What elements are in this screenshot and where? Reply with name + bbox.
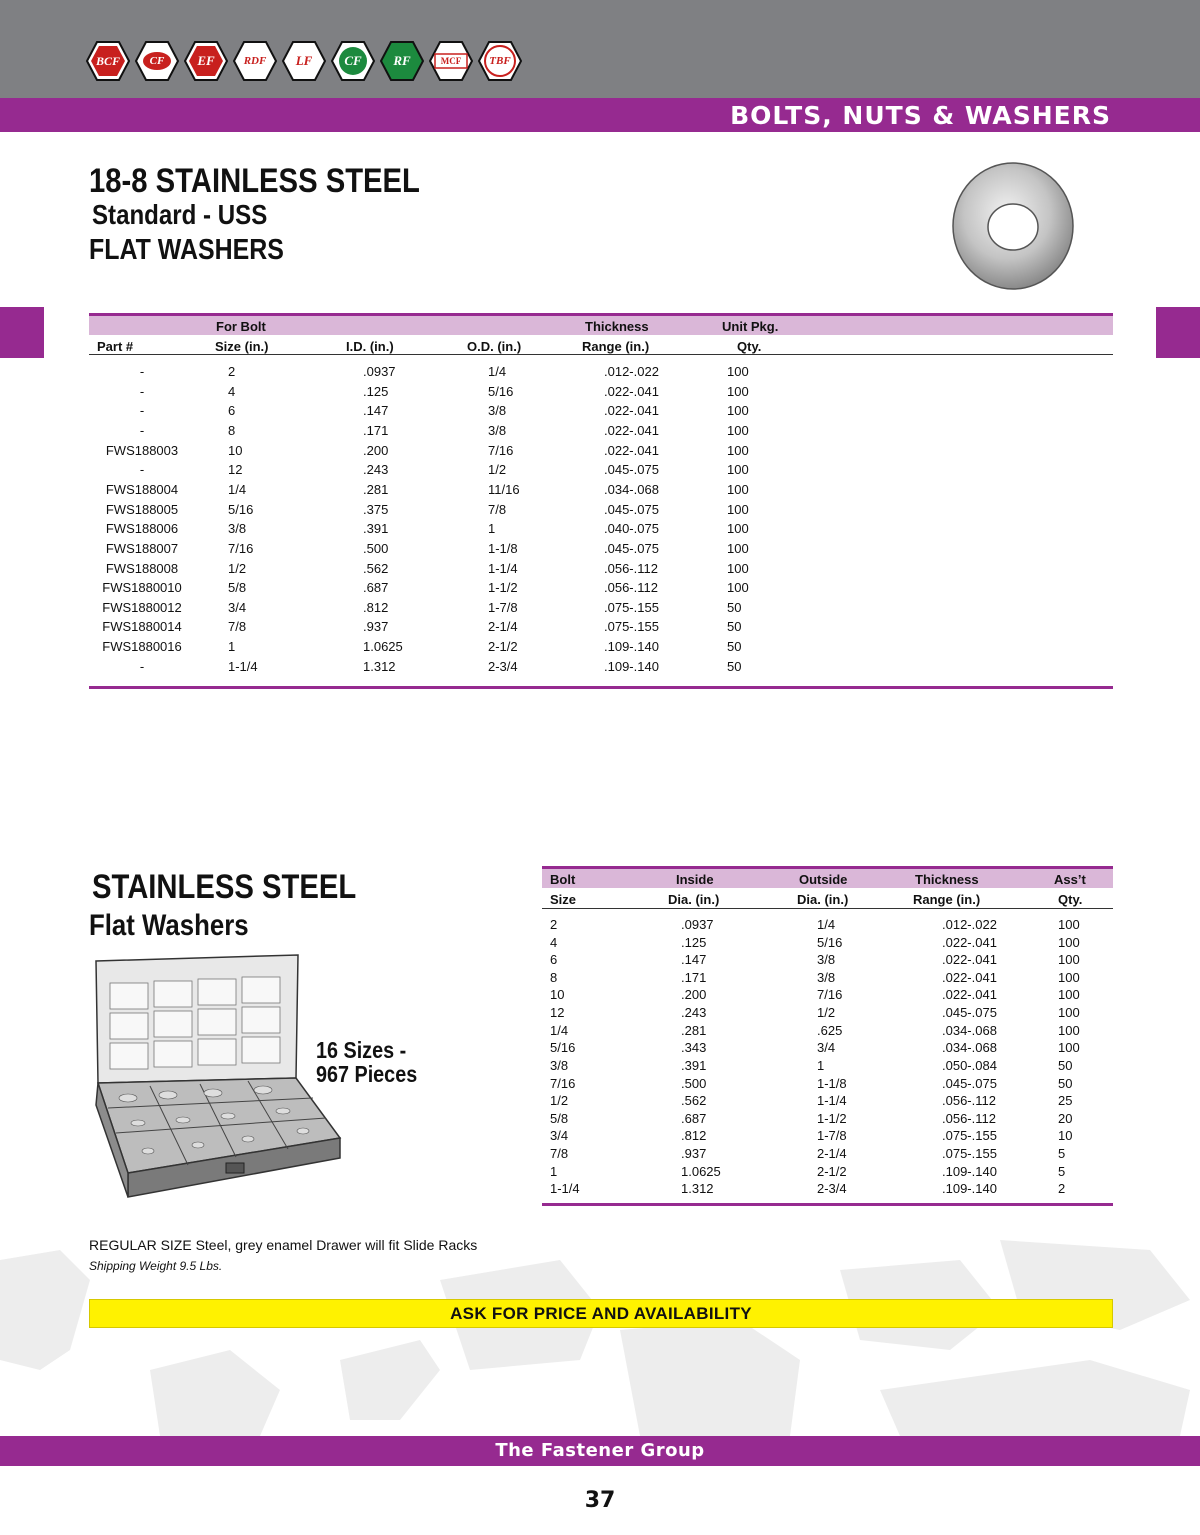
inside-diameter-cell: 1.0625	[681, 1163, 721, 1179]
bolt-size-cell: 8	[550, 969, 558, 985]
thickness-range-cell: .045-.075	[604, 501, 659, 517]
bcf-logo	[86, 40, 130, 82]
bolt-size-cell: 1-1/4	[550, 1181, 580, 1197]
part-number-cell: FWS1880014	[102, 619, 182, 635]
part-number-cell: -	[139, 422, 145, 438]
outside-diameter-cell: 1-7/8	[488, 599, 518, 615]
assortment-qty-cell: 2	[1058, 1181, 1066, 1197]
unit-qty-cell: 100	[727, 501, 749, 517]
inside-diameter-cell: .343	[681, 1040, 707, 1056]
section1-title: 18-8 STAINLESS STEEL	[89, 162, 420, 200]
lf-logo	[282, 40, 326, 82]
part-number-cell: -	[139, 364, 145, 379]
unit-qty-cell: 100	[727, 521, 749, 537]
outside-diameter-cell: 1	[817, 1057, 825, 1073]
inside-diameter-cell: .937	[363, 619, 389, 635]
part-number-cell: FWS188006	[105, 521, 179, 537]
page-number: 37	[584, 1488, 616, 1513]
thickness-range-cell: .022-.041	[942, 969, 997, 985]
table2-header-qty: Qty.	[1058, 892, 1083, 907]
table1-header-for-bolt: For Bolt	[216, 319, 266, 334]
right-page-tab	[1156, 307, 1200, 358]
outside-diameter-cell: 1-7/8	[817, 1128, 847, 1144]
thickness-range-cell: .022-.041	[942, 952, 997, 968]
bolt-size-cell: 2	[550, 917, 558, 932]
table1-header-part: Part #	[97, 339, 134, 354]
unit-qty-cell: 50	[727, 658, 742, 674]
unit-qty-cell: 100	[727, 462, 749, 478]
category-title: BOLTS, NUTS & WASHERS	[730, 101, 1111, 130]
inside-diameter-cell: .687	[363, 580, 389, 596]
outside-diameter-cell: 3/8	[488, 403, 507, 419]
unit-qty-cell: 100	[727, 403, 749, 419]
inside-diameter-cell: .0937	[681, 917, 714, 932]
thickness-range-cell: .022-.041	[942, 934, 997, 950]
inside-diameter-cell: .500	[363, 540, 389, 556]
thickness-range-cell: .075-.155	[604, 619, 659, 635]
unit-qty-cell: 100	[727, 383, 749, 399]
bolt-size-cell: 12	[228, 462, 243, 478]
table1-header-size: Size (in.)	[215, 339, 269, 354]
bolt-size-cell: 7/8	[228, 619, 247, 635]
assortment-qty-cell: 100	[1058, 969, 1080, 985]
inside-diameter-cell: .391	[363, 521, 389, 537]
mcf-logo	[429, 40, 473, 82]
thickness-range-cell: .022-.041	[942, 987, 997, 1003]
table2-header-thickness: Thickness	[915, 872, 979, 887]
assortment-qty-cell: 25	[1058, 1093, 1073, 1109]
assortment-qty-cell: 100	[1058, 987, 1080, 1003]
part-number-cell: -	[139, 383, 145, 399]
outside-diameter-cell: 3/8	[817, 952, 836, 968]
inside-diameter-cell: .243	[363, 462, 389, 478]
outside-diameter-cell: 5/16	[488, 383, 514, 399]
table2-header-outside-dia: Dia. (in.)	[797, 892, 849, 907]
outside-diameter-cell: 5/16	[817, 934, 843, 950]
bolt-size-cell: 4	[550, 934, 558, 950]
bolt-size-cell: 6	[550, 952, 558, 968]
outside-diameter-cell: 1-1/4	[488, 560, 518, 576]
bolt-size-cell: 1/4	[550, 1022, 569, 1038]
part-number-cell: -	[139, 462, 145, 478]
thickness-range-cell: .109-.140	[942, 1181, 997, 1197]
assortment-qty-cell: 100	[1058, 1022, 1080, 1038]
footer-banner	[0, 1436, 1200, 1466]
unit-qty-cell: 100	[727, 442, 749, 458]
washer-assortment-drawer-image	[88, 953, 346, 1201]
bolt-size-cell: 1/2	[228, 560, 247, 576]
part-number-cell: FWS1880010	[102, 580, 182, 596]
part-number-cell: -	[139, 658, 145, 674]
inside-diameter-cell: .147	[681, 952, 707, 968]
unit-qty-cell: 50	[727, 639, 742, 655]
outside-diameter-cell: 1	[488, 521, 496, 537]
cf-logo	[135, 40, 179, 82]
outside-diameter-cell: 3/8	[817, 969, 836, 985]
bolt-size-cell: 5/16	[228, 501, 254, 517]
inside-diameter-cell: .125	[681, 934, 707, 950]
assortment-qty-cell: 10	[1058, 1128, 1073, 1144]
inside-diameter-cell: .147	[363, 403, 389, 419]
assortment-qty-cell: 50	[1058, 1075, 1073, 1091]
unit-qty-cell: 50	[727, 619, 742, 635]
thickness-range-cell: .022-.041	[604, 383, 659, 399]
table2-bottom-rule	[542, 1203, 1113, 1206]
logo-label: MCF	[440, 56, 462, 66]
inside-diameter-cell: .243	[681, 1005, 707, 1021]
thickness-range-cell: .056-.112	[942, 1110, 996, 1126]
inside-diameter-cell: .812	[681, 1128, 707, 1144]
bolt-size-cell: 1/2	[550, 1093, 569, 1109]
table1-header-unit-pkg: Unit Pkg.	[722, 319, 779, 334]
inside-diameter-cell: .562	[681, 1093, 707, 1109]
table1-header-id: I.D. (in.)	[346, 339, 394, 354]
bolt-size-cell: 3/8	[228, 521, 247, 537]
table2-header-inside: Inside	[676, 872, 714, 887]
bolt-size-cell: 5/8	[228, 580, 247, 596]
outside-diameter-cell: 11/16	[488, 481, 520, 497]
outside-diameter-cell: 1-1/2	[488, 580, 518, 596]
thickness-range-cell: .045-.075	[604, 462, 659, 478]
inside-diameter-cell: .200	[681, 987, 707, 1003]
inside-diameter-cell: .687	[681, 1110, 707, 1126]
table2-header-asst: Ass’t	[1054, 872, 1086, 887]
bolt-size-cell: 10	[550, 987, 565, 1003]
logo-label: BCF	[95, 53, 120, 68]
outside-diameter-cell: 1-1/4	[817, 1093, 847, 1109]
category-banner	[0, 98, 1200, 132]
bolt-size-cell: 3/4	[228, 599, 247, 615]
thickness-range-cell: .056-.112	[942, 1093, 996, 1109]
outside-diameter-cell: 1/2	[488, 462, 507, 478]
part-number-cell: FWS188007	[105, 540, 179, 556]
thickness-range-cell: .022-.041	[604, 442, 659, 458]
inside-diameter-cell: .562	[363, 560, 389, 576]
part-number-cell: FWS188005	[105, 501, 179, 517]
outside-diameter-cell: 3/8	[488, 422, 507, 438]
assortment-qty-cell: 100	[1058, 917, 1080, 932]
tbf-logo	[478, 40, 522, 82]
part-number-cell: FWS188004	[105, 481, 179, 497]
ef-logo	[184, 40, 228, 82]
section2-subtitle: Flat Washers	[89, 909, 249, 942]
thickness-range-cell: .056-.112	[604, 580, 658, 596]
inside-diameter-cell: .200	[363, 442, 389, 458]
inside-diameter-cell: .125	[363, 383, 389, 399]
thickness-range-cell: .012-.022	[604, 364, 659, 379]
outside-diameter-cell: 2-3/4	[817, 1181, 847, 1197]
inside-diameter-cell: .171	[681, 969, 707, 985]
section1-subtitle: Standard - USS	[92, 199, 268, 230]
bolt-size-cell: 5/8	[550, 1110, 569, 1126]
bolt-size-cell: 1	[550, 1163, 558, 1179]
logo-label: RDF	[243, 55, 267, 67]
bolt-size-cell: 7/16	[228, 540, 254, 556]
table1-header-od: O.D. (in.)	[467, 339, 522, 354]
outside-diameter-cell: 1/4	[817, 917, 836, 932]
outside-diameter-cell: 2-3/4	[488, 658, 518, 674]
bolt-size-cell: 5/16	[550, 1040, 576, 1056]
inside-diameter-cell: .0937	[363, 364, 396, 379]
bolt-size-cell: 10	[228, 442, 243, 458]
flat-washer-image	[950, 160, 1076, 292]
bolt-size-cell: 7/8	[550, 1146, 569, 1162]
inside-diameter-cell: 1.312	[363, 658, 396, 674]
outside-diameter-cell: .625	[817, 1022, 843, 1038]
outside-diameter-cell: 1-1/8	[817, 1075, 847, 1091]
table2-header-inside-dia: Dia. (in.)	[668, 892, 720, 907]
assortment-qty-cell: 100	[1058, 1040, 1080, 1056]
thickness-range-cell: .034-.068	[942, 1040, 997, 1056]
price-availability-banner	[89, 1299, 1113, 1328]
part-number-cell: -	[139, 403, 145, 419]
table2-header-size: Size	[550, 892, 577, 907]
unit-qty-cell: 100	[727, 580, 749, 596]
thickness-range-cell: .056-.112	[604, 560, 658, 576]
logo-label: EF	[197, 53, 215, 68]
table2-header-outside: Outside	[799, 872, 848, 887]
section2-title: STAINLESS STEEL	[92, 868, 357, 906]
table2-header-range: Range (in.)	[913, 892, 981, 907]
outside-diameter-cell: 2-1/2	[488, 639, 518, 655]
inside-diameter-cell: .812	[363, 599, 389, 615]
outside-diameter-cell: 2-1/4	[488, 619, 518, 635]
logo-label: TBF	[489, 55, 511, 67]
rdf-logo	[233, 40, 277, 82]
inside-diameter-cell: .937	[681, 1146, 707, 1162]
unit-qty-cell: 100	[727, 560, 749, 576]
outside-diameter-cell: 1-1/2	[817, 1110, 847, 1126]
bolt-size-cell: 4	[228, 383, 236, 399]
assortment-qty-cell: 50	[1058, 1057, 1073, 1073]
thickness-range-cell: .022-.041	[604, 403, 659, 419]
logo-label: CF	[344, 53, 362, 68]
thickness-range-cell: .012-.022	[942, 917, 997, 932]
bolt-size-cell: 2	[228, 364, 236, 379]
logo-label: CF	[149, 55, 165, 67]
outside-diameter-cell: 2-1/4	[817, 1146, 847, 1162]
bolt-size-cell: 3/8	[550, 1057, 569, 1073]
outside-diameter-cell: 2-1/2	[817, 1163, 847, 1179]
cf-green-logo	[331, 40, 375, 82]
left-page-tab	[0, 307, 44, 358]
part-number-cell: FWS188008	[105, 560, 179, 576]
drawer-description: REGULAR SIZE Steel, grey enamel Drawer will fit Slide Racks	[89, 1237, 478, 1253]
thickness-range-cell: .050-.084	[942, 1057, 997, 1073]
unit-qty-cell: 100	[727, 540, 749, 556]
sizes-line: 16 Sizes -	[316, 1037, 407, 1063]
bolt-size-cell: 12	[550, 1005, 565, 1021]
assortment-qty-cell: 100	[1058, 1005, 1080, 1021]
thickness-range-cell: .045-.075	[942, 1075, 997, 1091]
rf-logo	[380, 40, 424, 82]
assortment-qty-cell: 100	[1058, 934, 1080, 950]
inside-diameter-cell: .281	[681, 1022, 707, 1038]
shipping-weight: Shipping Weight 9.5 Lbs.	[89, 1259, 223, 1273]
inside-diameter-cell: 1.0625	[363, 639, 403, 655]
price-availability-text: ASK FOR PRICE AND AVAILABILITY	[450, 1304, 752, 1323]
inside-diameter-cell: .281	[363, 481, 389, 497]
thickness-range-cell: .034-.068	[942, 1022, 997, 1038]
bolt-size-cell: 1-1/4	[228, 658, 258, 674]
thickness-range-cell: .109-.140	[604, 658, 659, 674]
assortment-size-count	[316, 1038, 417, 1086]
unit-qty-cell: 50	[727, 599, 742, 615]
inside-diameter-cell: 1.312	[681, 1181, 714, 1197]
unit-qty-cell: 100	[727, 364, 749, 379]
outside-diameter-cell: 1-1/8	[488, 540, 518, 556]
thickness-range-cell: .040-.075	[604, 521, 659, 537]
thickness-range-cell: .075-.155	[942, 1128, 997, 1144]
part-number-cell: FWS188003	[105, 442, 179, 458]
logo-label: RF	[393, 53, 411, 68]
outside-diameter-cell: 7/16	[488, 442, 514, 458]
outside-diameter-cell: 7/16	[817, 987, 843, 1003]
section1-product-name: FLAT WASHERS	[89, 234, 284, 266]
bolt-size-cell: 1/4	[228, 481, 247, 497]
thickness-range-cell: .109-.140	[942, 1163, 997, 1179]
top-header-bar	[0, 0, 1200, 98]
inside-diameter-cell: .171	[363, 422, 389, 438]
outside-diameter-cell: 1/2	[817, 1005, 836, 1021]
table1-bottom-rule	[89, 686, 1113, 689]
thickness-range-cell: .045-.075	[604, 540, 659, 556]
bolt-size-cell: 3/4	[550, 1128, 569, 1144]
inside-diameter-cell: .391	[681, 1057, 707, 1073]
outside-diameter-cell: 1/4	[488, 364, 507, 379]
thickness-range-cell: .034-.068	[604, 481, 659, 497]
bolt-size-cell: 6	[228, 403, 236, 419]
assortment-qty-cell: 20	[1058, 1110, 1073, 1126]
outside-diameter-cell: 3/4	[817, 1040, 836, 1056]
inside-diameter-cell: .375	[363, 501, 389, 517]
brand-logo-strip	[86, 40, 522, 82]
part-number-cell: FWS1880012	[102, 599, 182, 615]
thickness-range-cell: .022-.041	[604, 422, 659, 438]
assortment-qty-cell: 5	[1058, 1163, 1066, 1179]
logo-label: LF	[295, 53, 313, 68]
bolt-size-cell: 7/16	[550, 1075, 576, 1091]
part-number-cell: FWS1880016	[102, 639, 182, 655]
inside-diameter-cell: .500	[681, 1075, 707, 1091]
thickness-range-cell: .075-.155	[604, 599, 659, 615]
thickness-range-cell: .045-.075	[942, 1005, 997, 1021]
table1-header-range: Range (in.)	[582, 339, 650, 354]
bolt-size-cell: 1	[228, 639, 236, 655]
assortment-qty-cell: 100	[1058, 952, 1080, 968]
pieces-line: 967 Pieces	[316, 1061, 418, 1087]
table2-header-bolt: Bolt	[550, 872, 576, 887]
table1-header-qty: Qty.	[737, 339, 762, 354]
table1-header-thickness: Thickness	[585, 319, 649, 334]
footer-company-name: The Fastener Group	[495, 1440, 705, 1461]
bolt-size-cell: 8	[228, 422, 236, 438]
outside-diameter-cell: 7/8	[488, 501, 507, 517]
assortment-qty-cell: 5	[1058, 1146, 1066, 1162]
thickness-range-cell: .075-.155	[942, 1146, 997, 1162]
thickness-range-cell: .109-.140	[604, 639, 659, 655]
unit-qty-cell: 100	[727, 422, 749, 438]
unit-qty-cell: 100	[727, 481, 749, 497]
